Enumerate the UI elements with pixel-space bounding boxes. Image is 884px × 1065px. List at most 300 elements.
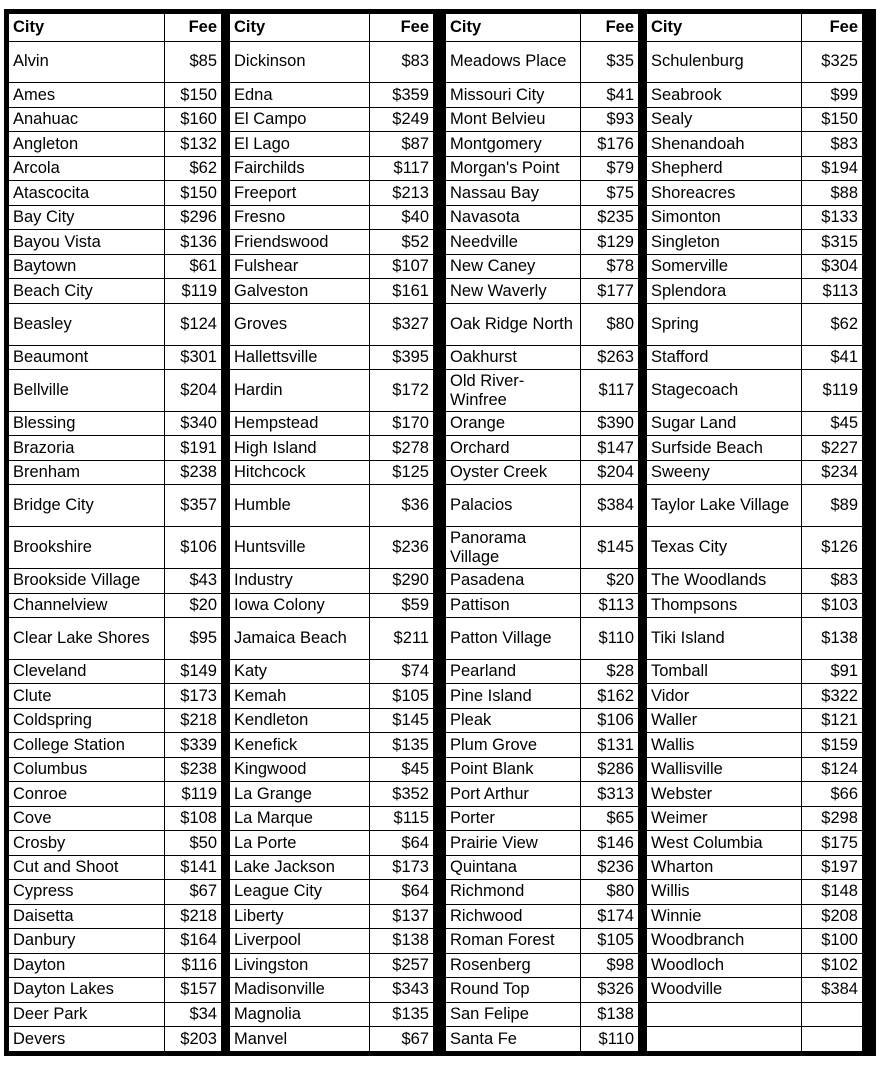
table-row: [9, 733, 222, 757]
fee-amount-cell: $296: [165, 205, 222, 229]
fee-column-header: Fee: [581, 14, 639, 42]
table-row: [647, 708, 863, 732]
fee-amount-cell: $327: [370, 303, 434, 345]
city-name-cell: Webster: [647, 782, 802, 806]
table-row: [446, 460, 639, 484]
fee-column-header: Fee: [802, 14, 863, 42]
table-row: [230, 593, 434, 617]
city-name-cell: Wallisville: [647, 757, 802, 781]
fee-amount-cell: $138: [802, 618, 863, 660]
fee-amount-cell: $99: [802, 83, 863, 107]
fee-table-column-3: [445, 13, 639, 1052]
table-row: [647, 254, 863, 278]
fee-amount-cell: $395: [370, 345, 434, 369]
table-row: [446, 593, 639, 617]
fee-amount-cell: $174: [581, 904, 639, 928]
fee-amount-cell: $106: [165, 527, 222, 569]
table-row: [647, 684, 863, 708]
city-name-cell: Groves: [230, 303, 370, 345]
fee-amount-cell: $197: [802, 855, 863, 879]
fee-amount-cell: $173: [370, 855, 434, 879]
fee-amount-cell: $132: [165, 132, 222, 156]
table-row: [230, 855, 434, 879]
fee-amount-cell: $78: [581, 254, 639, 278]
city-name-cell: Livingston: [230, 953, 370, 977]
table-row: [446, 156, 639, 180]
table-row: [446, 855, 639, 879]
table-row: [647, 370, 863, 412]
city-name-cell: Wharton: [647, 855, 802, 879]
table-row: [647, 618, 863, 660]
fee-amount-cell: $160: [165, 107, 222, 131]
table-row: [647, 904, 863, 928]
fee-amount-cell: $176: [581, 132, 639, 156]
city-name-cell: Simonton: [647, 205, 802, 229]
city-name-cell: Quintana: [446, 855, 581, 879]
city-column-header: City: [230, 14, 370, 42]
city-name-cell: College Station: [9, 733, 165, 757]
city-name-cell: Oakhurst: [446, 345, 581, 369]
fee-amount-cell: $52: [370, 230, 434, 254]
table-row: [9, 978, 222, 1002]
table-row: [446, 205, 639, 229]
table-header-row: [9, 14, 222, 42]
fee-amount-cell: $103: [802, 593, 863, 617]
fee-amount-cell: $62: [165, 156, 222, 180]
city-name-cell: Danbury: [9, 929, 165, 953]
table-row: [446, 345, 639, 369]
table-row: [446, 684, 639, 708]
city-name-cell: Bridge City: [9, 485, 165, 527]
city-column-header: City: [647, 14, 802, 42]
table-row: [9, 953, 222, 977]
city-name-cell: Beasley: [9, 303, 165, 345]
fee-amount-cell: $135: [370, 733, 434, 757]
table-row: [230, 41, 434, 83]
city-name-cell: Cut and Shoot: [9, 855, 165, 879]
fee-amount-cell: $67: [370, 1027, 434, 1052]
table-row: [446, 254, 639, 278]
fee-amount-cell: $339: [165, 733, 222, 757]
table-row: [647, 831, 863, 855]
city-column-header: City: [446, 14, 581, 42]
table-row: [230, 485, 434, 527]
table-row: [230, 880, 434, 904]
city-name-cell: Katy: [230, 659, 370, 683]
city-name-cell: Baytown: [9, 254, 165, 278]
city-name-cell: Lake Jackson: [230, 855, 370, 879]
city-name-cell: Tomball: [647, 659, 802, 683]
city-name-cell: Richmond: [446, 880, 581, 904]
table-row: [446, 230, 639, 254]
city-name-cell: Porter: [446, 806, 581, 830]
city-name-cell: Shenandoah: [647, 132, 802, 156]
table-row: [647, 279, 863, 303]
city-name-cell: Huntsville: [230, 527, 370, 569]
city-name-cell: Shoreacres: [647, 181, 802, 205]
table-row: [230, 83, 434, 107]
table-row: [446, 618, 639, 660]
fee-amount-cell: $204: [581, 460, 639, 484]
table-row: [647, 205, 863, 229]
city-name-cell: Singleton: [647, 230, 802, 254]
fee-amount-cell: $59: [370, 593, 434, 617]
table-row: [230, 929, 434, 953]
fee-amount-cell: $50: [165, 831, 222, 855]
table-row: [446, 929, 639, 953]
fee-amount-cell: $236: [581, 855, 639, 879]
city-name-cell: Arcola: [9, 156, 165, 180]
table-row: [9, 782, 222, 806]
city-name-cell: Anahuac: [9, 107, 165, 131]
city-name-cell: Brookside Village: [9, 569, 165, 593]
fee-amount-cell: $138: [370, 929, 434, 953]
fee-amount-cell: $313: [581, 782, 639, 806]
city-name-cell: Prairie View: [446, 831, 581, 855]
city-name-cell: Atascocita: [9, 181, 165, 205]
fee-amount-cell: $164: [165, 929, 222, 953]
city-name-cell: Rosenberg: [446, 953, 581, 977]
city-name-cell: Pleak: [446, 708, 581, 732]
table-row: [647, 733, 863, 757]
table-row: [9, 929, 222, 953]
fee-amount-cell: $145: [370, 708, 434, 732]
table-row: [446, 370, 639, 412]
fee-amount-cell: $116: [165, 953, 222, 977]
table-row: [647, 41, 863, 83]
city-name-cell: Palacios: [446, 485, 581, 527]
fee-table-column-4: [646, 13, 863, 1052]
table-row: [9, 411, 222, 435]
table-row: [9, 904, 222, 928]
city-name-cell: Oak Ridge North: [446, 303, 581, 345]
city-name-cell: Needville: [446, 230, 581, 254]
city-name-cell: Point Blank: [446, 757, 581, 781]
city-name-cell: Missouri City: [446, 83, 581, 107]
table-row: [446, 659, 639, 683]
fee-amount-cell: $161: [370, 279, 434, 303]
fee-amount-cell: $107: [370, 254, 434, 278]
fee-amount-cell: $89: [802, 485, 863, 527]
city-name-cell: Crosby: [9, 831, 165, 855]
table-row: [230, 132, 434, 156]
table-row: [446, 83, 639, 107]
fee-amount-cell: $218: [165, 708, 222, 732]
fee-amount-cell: $117: [370, 156, 434, 180]
city-name-cell: Magnolia: [230, 1002, 370, 1026]
fee-amount-cell: $40: [370, 205, 434, 229]
table-row: [446, 757, 639, 781]
table-row: [446, 831, 639, 855]
fee-amount-cell: $175: [802, 831, 863, 855]
table-row: [647, 978, 863, 1002]
city-name-cell: Navasota: [446, 205, 581, 229]
city-name-cell: Stagecoach: [647, 370, 802, 412]
city-name-cell: Hempstead: [230, 411, 370, 435]
city-name-cell: Industry: [230, 569, 370, 593]
city-name-cell: [647, 1002, 802, 1026]
city-name-cell: Blessing: [9, 411, 165, 435]
city-name-cell: Old River-Winfree: [446, 370, 581, 412]
city-name-cell: Ames: [9, 83, 165, 107]
city-name-cell: Weimer: [647, 806, 802, 830]
city-name-cell: Dayton: [9, 953, 165, 977]
table-row: [230, 978, 434, 1002]
fee-amount-cell: $131: [581, 733, 639, 757]
fee-amount-cell: $83: [802, 569, 863, 593]
table-row: [647, 107, 863, 131]
table-row: [9, 345, 222, 369]
fee-amount-cell: $80: [581, 880, 639, 904]
city-name-cell: Pine Island: [446, 684, 581, 708]
table-row: [647, 156, 863, 180]
city-name-cell: Beach City: [9, 279, 165, 303]
city-name-cell: Fulshear: [230, 254, 370, 278]
city-column-header: City: [9, 14, 165, 42]
table-row: [230, 181, 434, 205]
table-row: [9, 527, 222, 569]
table-row: [230, 904, 434, 928]
city-name-cell: Edna: [230, 83, 370, 107]
city-name-cell: Freeport: [230, 181, 370, 205]
table-row: [446, 41, 639, 83]
fee-amount-cell: $91: [802, 659, 863, 683]
fee-amount-cell: $45: [802, 411, 863, 435]
city-name-cell: Fresno: [230, 205, 370, 229]
city-name-cell: High Island: [230, 436, 370, 460]
city-name-cell: Clute: [9, 684, 165, 708]
city-name-cell: Galveston: [230, 279, 370, 303]
table-row: [230, 107, 434, 131]
table-row: [446, 303, 639, 345]
fee-amount-cell: $218: [165, 904, 222, 928]
city-name-cell: Vidor: [647, 684, 802, 708]
fee-amount-cell: $121: [802, 708, 863, 732]
table-header-row: [446, 14, 639, 42]
fee-amount-cell: $208: [802, 904, 863, 928]
city-name-cell: Schulenburg: [647, 41, 802, 83]
city-name-cell: Dayton Lakes: [9, 978, 165, 1002]
fee-amount-cell: $170: [370, 411, 434, 435]
city-name-cell: Friendswood: [230, 230, 370, 254]
fee-amount-cell: $172: [370, 370, 434, 412]
city-name-cell: La Grange: [230, 782, 370, 806]
table-row: [446, 782, 639, 806]
table-row: [230, 659, 434, 683]
city-name-cell: Devers: [9, 1027, 165, 1052]
fee-amount-cell: $43: [165, 569, 222, 593]
city-name-cell: Sweeny: [647, 460, 802, 484]
fee-amount-cell: $326: [581, 978, 639, 1002]
fee-amount-cell: $100: [802, 929, 863, 953]
city-name-cell: Meadows Place: [446, 41, 581, 83]
table-row: [230, 953, 434, 977]
table-row: [230, 230, 434, 254]
fee-amount-cell: $173: [165, 684, 222, 708]
city-name-cell: New Waverly: [446, 279, 581, 303]
fee-amount-cell: $119: [802, 370, 863, 412]
city-name-cell: Humble: [230, 485, 370, 527]
table-row: [230, 733, 434, 757]
table-row: [446, 806, 639, 830]
fee-amount-cell: $227: [802, 436, 863, 460]
table-header-row: [230, 14, 434, 42]
city-name-cell: Angleton: [9, 132, 165, 156]
fee-amount-cell: $133: [802, 205, 863, 229]
fee-amount-cell: $98: [581, 953, 639, 977]
fee-amount-cell: $278: [370, 436, 434, 460]
fee-amount-cell: $41: [581, 83, 639, 107]
fee-amount-cell: $384: [581, 485, 639, 527]
city-name-cell: New Caney: [446, 254, 581, 278]
fee-amount-cell: $141: [165, 855, 222, 879]
table-row: [9, 41, 222, 83]
fee-table-column-2: [229, 13, 434, 1052]
table-row: [647, 782, 863, 806]
fee-amount-cell: $102: [802, 953, 863, 977]
fee-amount-cell: $136: [165, 230, 222, 254]
city-name-cell: Woodville: [647, 978, 802, 1002]
fee-amount-cell: $110: [581, 1027, 639, 1052]
city-name-cell: Woodloch: [647, 953, 802, 977]
fee-column-header: Fee: [165, 14, 222, 42]
fee-amount-cell: $236: [370, 527, 434, 569]
fee-amount-cell: $62: [802, 303, 863, 345]
city-name-cell: Wallis: [647, 733, 802, 757]
city-name-cell: Clear Lake Shores: [9, 618, 165, 660]
table-row: [230, 411, 434, 435]
table-row: [446, 132, 639, 156]
city-name-cell: Fairchilds: [230, 156, 370, 180]
table-row: [9, 855, 222, 879]
city-name-cell: San Felipe: [446, 1002, 581, 1026]
city-name-cell: Jamaica Beach: [230, 618, 370, 660]
table-row: [446, 527, 639, 569]
table-row: [647, 953, 863, 977]
table-header-row: [647, 14, 863, 42]
fee-amount-cell: $150: [802, 107, 863, 131]
city-name-cell: Spring: [647, 303, 802, 345]
city-name-cell: Kingwood: [230, 757, 370, 781]
fee-amount-cell: $384: [802, 978, 863, 1002]
fee-amount-cell: $79: [581, 156, 639, 180]
city-name-cell: Cypress: [9, 880, 165, 904]
table-row: [446, 1002, 639, 1026]
table-row: [446, 880, 639, 904]
city-name-cell: Thompsons: [647, 593, 802, 617]
fee-amount-cell: $138: [581, 1002, 639, 1026]
city-name-cell: Taylor Lake Village: [647, 485, 802, 527]
fee-amount-cell: $149: [165, 659, 222, 683]
city-name-cell: Kendleton: [230, 708, 370, 732]
fee-amount-cell: $28: [581, 659, 639, 683]
fee-amount-cell: $325: [802, 41, 863, 83]
fee-amount-cell: $150: [165, 181, 222, 205]
city-name-cell: Winnie: [647, 904, 802, 928]
table-row: [446, 411, 639, 435]
table-row: [446, 279, 639, 303]
city-name-cell: Brazoria: [9, 436, 165, 460]
city-name-cell: Richwood: [446, 904, 581, 928]
fee-amount-cell: $135: [370, 1002, 434, 1026]
fee-amount-cell: $290: [370, 569, 434, 593]
fee-amount-cell: $117: [581, 370, 639, 412]
fee-amount-cell: $65: [581, 806, 639, 830]
fee-amount-cell: $304: [802, 254, 863, 278]
city-name-cell: Liverpool: [230, 929, 370, 953]
city-name-cell: Round Top: [446, 978, 581, 1002]
table-row: [446, 436, 639, 460]
table-row: [9, 880, 222, 904]
city-name-cell: Surfside Beach: [647, 436, 802, 460]
fee-amount-cell: $162: [581, 684, 639, 708]
table-row: [647, 855, 863, 879]
fee-amount-cell: $41: [802, 345, 863, 369]
fee-amount-cell: $203: [165, 1027, 222, 1052]
city-name-cell: Somerville: [647, 254, 802, 278]
city-name-cell: Brenham: [9, 460, 165, 484]
table-row: [647, 132, 863, 156]
city-name-cell: Dickinson: [230, 41, 370, 83]
fee-amount-cell: $159: [802, 733, 863, 757]
city-name-cell: Roman Forest: [446, 929, 581, 953]
fee-amount-cell: $108: [165, 806, 222, 830]
table-row: [446, 107, 639, 131]
table-row: [9, 757, 222, 781]
fee-amount-cell: $64: [370, 880, 434, 904]
city-name-cell: Daisetta: [9, 904, 165, 928]
fee-amount-cell: $106: [581, 708, 639, 732]
fee-amount-cell: $249: [370, 107, 434, 131]
city-name-cell: The Woodlands: [647, 569, 802, 593]
fee-amount-cell: $110: [581, 618, 639, 660]
city-name-cell: Bellville: [9, 370, 165, 412]
fee-amount-cell: $191: [165, 436, 222, 460]
table-row: [647, 659, 863, 683]
fee-amount-cell: $359: [370, 83, 434, 107]
city-name-cell: Brookshire: [9, 527, 165, 569]
table-row: [9, 593, 222, 617]
fee-amount-cell: $95: [165, 618, 222, 660]
table-row: [647, 1027, 863, 1052]
table-row: [446, 485, 639, 527]
fee-amount-cell: $322: [802, 684, 863, 708]
city-fee-table: [4, 9, 876, 1056]
fee-amount-cell: $61: [165, 254, 222, 278]
city-name-cell: Kenefick: [230, 733, 370, 757]
city-name-cell: La Porte: [230, 831, 370, 855]
table-row: [230, 782, 434, 806]
fee-amount-cell: $213: [370, 181, 434, 205]
fee-amount-cell: $238: [165, 757, 222, 781]
fee-amount-cell: $113: [802, 279, 863, 303]
city-name-cell: Liberty: [230, 904, 370, 928]
fee-amount-cell: $66: [802, 782, 863, 806]
fee-amount-cell: $119: [165, 782, 222, 806]
table-row: [647, 929, 863, 953]
fee-amount-cell: $93: [581, 107, 639, 131]
table-row: [9, 684, 222, 708]
city-name-cell: Nassau Bay: [446, 181, 581, 205]
table-row: [9, 279, 222, 303]
city-name-cell: Iowa Colony: [230, 593, 370, 617]
fee-amount-cell: $20: [581, 569, 639, 593]
table-row: [230, 460, 434, 484]
fee-amount-cell: $390: [581, 411, 639, 435]
city-name-cell: Conroe: [9, 782, 165, 806]
table-row: [230, 831, 434, 855]
table-row: [446, 1027, 639, 1052]
